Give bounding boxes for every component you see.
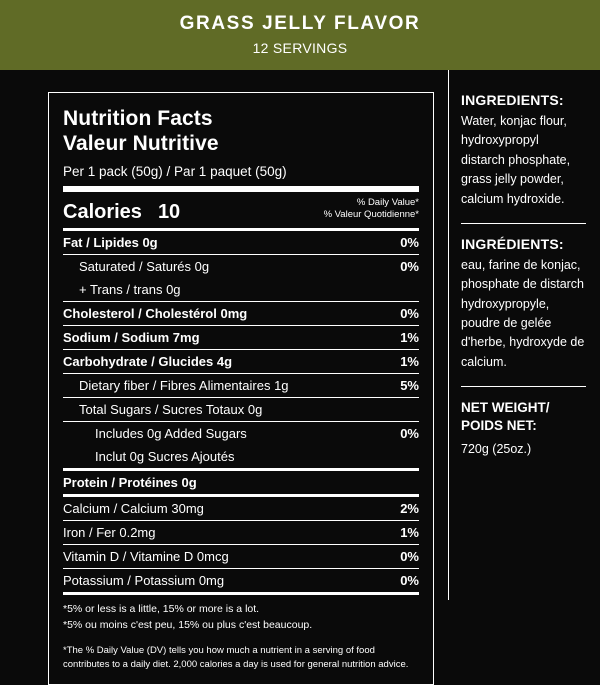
nutrient-row — [63, 278, 419, 301]
nutrient-row — [63, 445, 419, 468]
nutrient-label: Fat / Lipides 0g — [63, 235, 158, 251]
nutrient-percent: 0% — [400, 259, 419, 275]
ingredients-text-fr: eau, farine de konjac, phosphate de distarch hydroxypropyle, poudre de gelée d'herbe, hydroxyde de calcium. — [461, 257, 585, 369]
nutrient-percent: 0% — [400, 235, 419, 251]
nutrient-label: Protein / Protéines 0g — [63, 475, 197, 491]
ingredients-column — [448, 70, 600, 600]
nutrition-facts-panel — [48, 92, 434, 685]
nutrient-row — [63, 374, 419, 397]
nutrient-label: Total Sugars / Sucres Totaux 0g — [79, 402, 263, 418]
serving-size: Per 1 pack (50g) / Par 1 paquet (50g) — [63, 163, 287, 179]
nutrient-label: Iron / Fer 0.2mg — [63, 525, 156, 541]
servings-count: 12 SERVINGS — [252, 40, 348, 57]
nutrient-label: Carbohydrate / Glucides 4g — [63, 354, 233, 370]
daily-value-header-en: % Daily Value* — [356, 196, 419, 208]
ingredients-heading-fr: INGRÉDIENTS: — [461, 235, 564, 252]
nutrient-percent: 0% — [400, 426, 419, 442]
nutrition-title-fr: Valeur Nutritive — [63, 131, 219, 155]
nutrient-row — [63, 326, 419, 349]
nutrient-label: Calcium / Calcium 30mg — [63, 501, 204, 517]
nutrient-row — [63, 422, 419, 445]
nutrient-percent: 0% — [400, 573, 419, 589]
nutrient-row — [63, 497, 419, 520]
calories-row — [63, 192, 419, 229]
nutrient-row — [63, 545, 419, 568]
nutrient-row — [63, 350, 419, 373]
nutrient-percent: 2% — [400, 501, 419, 517]
nutrient-label: Dietary fiber / Fibres Alimentaires 1g — [79, 378, 289, 394]
daily-value-header-fr: % Valeur Quotidienne* — [323, 209, 419, 221]
nutrient-label: Includes 0g Added Sugars — [95, 426, 247, 442]
footnote-daily-value-explanation: *The % Daily Value (DV) tells you how much a nutrient in a serving of food contributes to a daily diet. 2,000 calories a day is used for general nutrition advice. — [63, 644, 409, 670]
nutrient-label: Inclut 0g Sucres Ajoutés — [95, 449, 235, 465]
daily-value-header — [324, 197, 419, 225]
net-weight-divider — [461, 386, 586, 387]
nutrient-row — [63, 302, 419, 325]
nutrient-row — [63, 569, 419, 592]
nutrient-percent: 0% — [400, 549, 419, 565]
nutrient-label: Vitamin D / Vitamine D 0mcg — [63, 549, 229, 565]
nutrition-facts-column — [0, 70, 448, 670]
net-weight-heading: NET WEIGHT/ POIDS NET: — [461, 400, 550, 434]
nutrient-row — [63, 521, 419, 544]
header-banner — [0, 0, 600, 70]
nutrient-row — [63, 398, 419, 421]
calories-block — [63, 201, 180, 224]
ingredients-text-en: Water, konjac flour, hydroxypropyl distarch phosphate, grass jelly powder, calcium hydroxide. — [461, 114, 571, 206]
footnote-dv-fr: *5% ou moins c'est peu, 15% ou plus c'est beaucoup. — [63, 619, 313, 632]
product-flavor-title: GRASS JELLY FLAVOR — [179, 12, 421, 34]
net-weight-value: 720g (25oz.) — [461, 441, 532, 456]
nutrient-row — [63, 255, 419, 278]
nutrient-row — [63, 231, 419, 254]
nutrient-percent: 5% — [400, 378, 419, 394]
nutrient-label: Cholesterol / Cholestérol 0mg — [63, 306, 248, 322]
nutrient-label: Potassium / Potassium 0mg — [63, 573, 225, 589]
footnote-dv-en: *5% or less is a little, 15% or more is a lot. — [63, 603, 260, 616]
nutrient-percent: 1% — [400, 525, 419, 541]
nutrient-label: Saturated / Saturés 0g — [79, 259, 210, 275]
label-body — [0, 70, 600, 670]
ingredients-divider — [461, 223, 586, 224]
nutrient-percent: 0% — [400, 306, 419, 322]
calories-value: 10 — [157, 201, 181, 224]
nutrient-label: + Trans / trans 0g — [79, 282, 181, 298]
nutrient-label: Sodium / Sodium 7mg — [63, 330, 200, 346]
ingredients-heading-en: INGREDIENTS: — [461, 92, 564, 108]
nutrient-percent: 1% — [400, 354, 419, 370]
nutrient-percent: 1% — [400, 330, 419, 346]
nutrient-row — [63, 471, 419, 494]
calories-label: Calories — [63, 201, 142, 224]
nutrition-title-en: Nutrition Facts — [63, 107, 213, 130]
